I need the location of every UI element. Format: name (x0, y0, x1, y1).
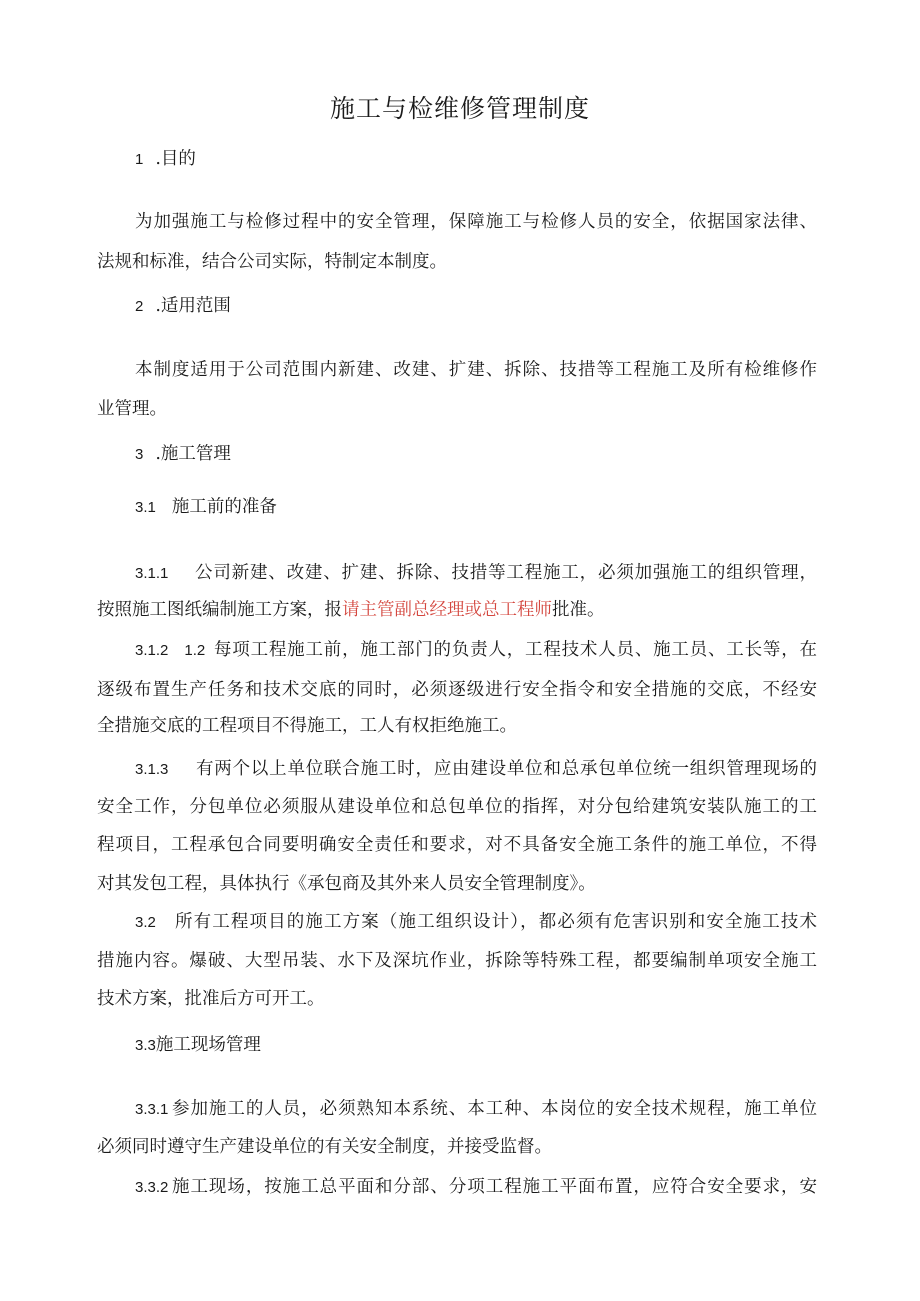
section-3-heading (135, 442, 231, 467)
section-number: 2 (135, 298, 144, 315)
section-number: 3.1 (135, 499, 156, 516)
document-title: 施工与检维修管理制度 (329, 94, 590, 123)
section-2-heading (135, 294, 231, 319)
section-1-heading (135, 147, 196, 172)
paragraph-line: 对其发包工程，具体执行《承包商及其外来人员安全管理制度》。 (97, 874, 596, 894)
paragraph-line: 必须同时遵守生产建设单位的有关安全制度，并接受监督。 (97, 1137, 552, 1157)
paragraph-line: 本制度适用于公司范围内新建、改建、扩建、拆除、技措等工程施工及所有检维修作 (135, 360, 817, 380)
clause-number: 3.1.2 (135, 642, 169, 659)
subsection-3-3-heading (135, 1033, 261, 1058)
section-label: .施工管理 (155, 444, 231, 464)
clause-3-1-2-number (135, 638, 205, 663)
section-label: .适用范围 (155, 296, 231, 316)
clause-number: 3.3.1 (135, 1101, 169, 1118)
paragraph-line (97, 598, 605, 622)
clause-subnumber: 1.2 (184, 642, 206, 659)
section-label: 施工前的准备 (171, 497, 277, 517)
paragraph-line: 施工现场，按施工总平面和分部、分项工程施工平面布置，应符合安全要求，安 (172, 1177, 817, 1197)
section-number: 3 (135, 446, 144, 463)
paragraph-line: 参加施工的人员，必须熟知本系统、本工种、本岗位的安全技术规程，施工单位 (172, 1099, 817, 1119)
paragraph-line: 安全工作，分包单位必须服从建设单位和总包单位的指挥，对分包给建筑安装队施工的工 (97, 797, 817, 817)
paragraph-line: 措施内容。爆破、大型吊装、水下及深坑作业，拆除等特殊工程，都要编制单项安全施工 (97, 951, 817, 971)
clause-3-3-1-number (135, 1097, 168, 1122)
highlighted-text: 请主管副总经理或总工程师 (342, 600, 552, 620)
clause-number: 3.3.2 (135, 1179, 169, 1196)
paragraph-line: 公司新建、改建、扩建、拆除、技措等工程施工，必须加强施工的组织管理， (195, 563, 817, 583)
clause-number: 3.1.3 (135, 761, 169, 778)
paragraph-line: 逐级布置生产任务和技术交底的同时，必须逐级进行安全指令和安全措施的交底，不经安 (97, 680, 817, 700)
paragraph-line: 所有工程项目的施工方案（施工组织设计），都必须有危害识别和安全施工技术 (175, 912, 817, 932)
section-number: 1 (135, 151, 144, 168)
text-run: 按照施工图纸编制施工方案，报 (97, 600, 342, 620)
clause-number: 3.1.1 (135, 565, 169, 582)
subsection-3-1-heading (135, 495, 277, 520)
clause-3-1-3-number (135, 757, 168, 782)
clause-3-3-2-number (135, 1175, 168, 1200)
paragraph-line: 有两个以上单位联合施工时，应由建设单位和总承包单位统一组织管理现场的 (196, 759, 817, 779)
paragraph-line: 技术方案，批准后方可开工。 (97, 989, 325, 1009)
paragraph-line: 程项目，工程承包合同要明确安全责任和要求，对不具备安全施工条件的施工单位，不得 (97, 835, 817, 855)
clause-number: 3.2 (135, 914, 156, 931)
section-label: 施工现场管理 (155, 1035, 261, 1055)
section-number: 3.3 (135, 1037, 156, 1054)
paragraph-line: 全措施交底的工程项目不得施工，工人有权拒绝施工。 (97, 716, 517, 736)
clause-3-2-number (135, 910, 156, 935)
text-run: 批准。 (552, 600, 605, 620)
paragraph-line: 法规和标准，结合公司实际，特制定本制度。 (97, 252, 447, 272)
paragraph-line: 为加强施工与检修过程中的安全管理，保障施工与检修人员的安全，依据国家法律、 (135, 212, 817, 232)
section-label: .目的 (155, 149, 196, 169)
paragraph-line: 业管理。 (97, 399, 167, 419)
clause-3-1-1-number (135, 561, 168, 586)
paragraph-line: 每项工程施工前，施工部门的负责人，工程技术人员、施工员、工长等，在 (214, 640, 817, 660)
